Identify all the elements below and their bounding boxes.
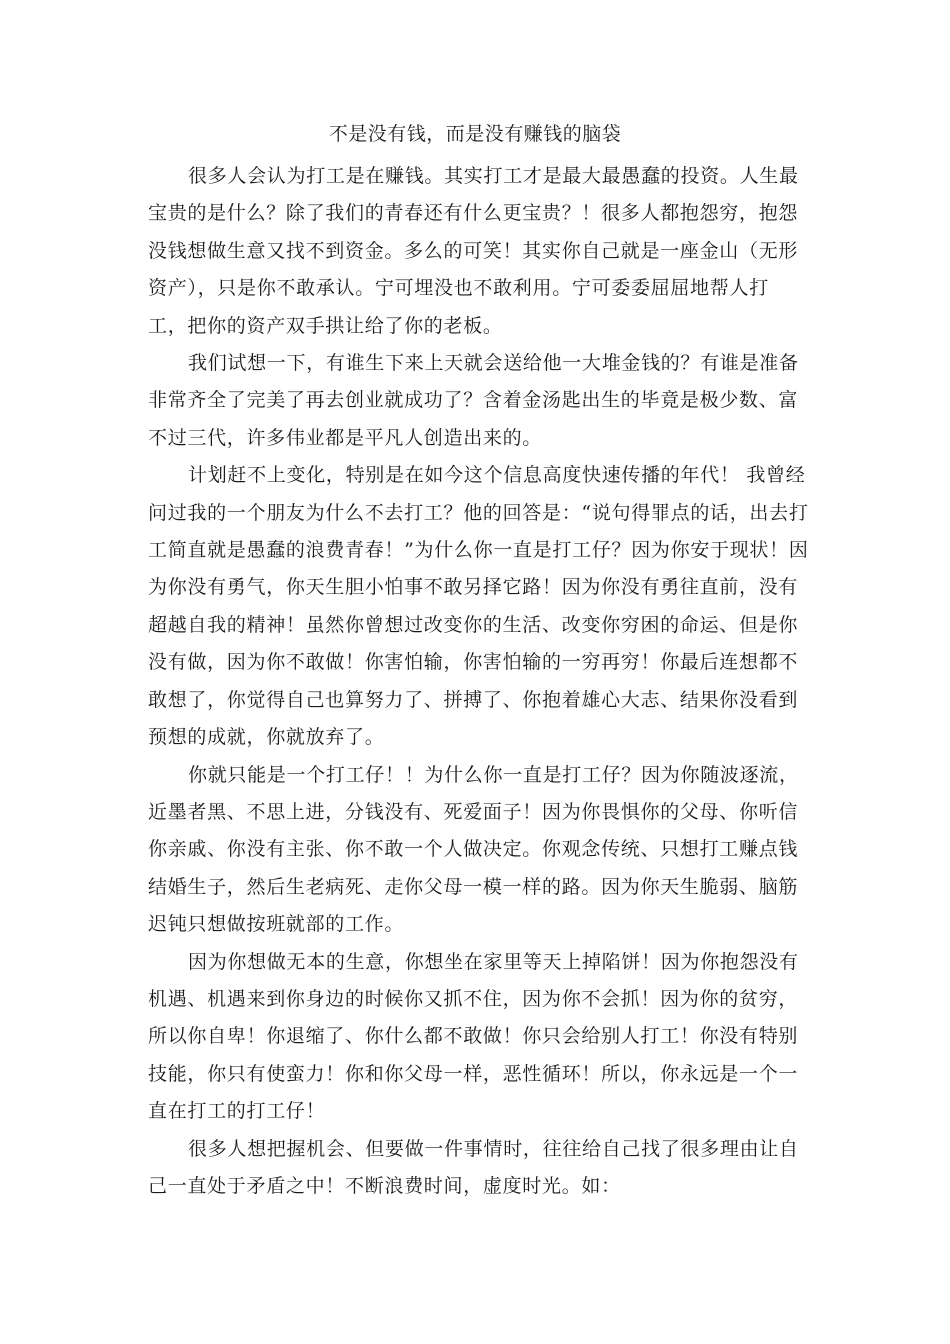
text-line: 直在打工的打工仔！ [148, 1100, 326, 1123]
text-line: 结婚生子，然后生老病死、走你父母一模一样的路。因为你天生脆弱、脑筋 [148, 875, 799, 898]
text-line: 问过我的一个朋友为什么不去打工？他的回答是：“说句得罪点的话，出去打 [148, 501, 809, 524]
text-line: 没钱想做生意又找不到资金。多么的可笑！其实你自己就是一座金山（无形 [148, 239, 799, 262]
text-line: 很多人会认为打工是在赚钱。其实打工才是最大最愚蠢的投资。人生最 [188, 165, 799, 187]
paragraph [148, 457, 809, 756]
paragraph [148, 944, 799, 1131]
paragraph [148, 1131, 799, 1206]
text-line: 因为你想做无本的生意，你想坐在家里等天上掉陷饼！因为你抱怨没有 [188, 950, 799, 973]
text-line: 机遇、机遇来到你身边的时候你又抓不住，因为你不会抓！因为你的贫穷， [148, 987, 799, 1010]
paragraph [148, 158, 799, 345]
document-title: 不是没有钱，而是没有赚钱的脑袋 [328, 123, 622, 145]
text-line: 预想的成就，你就放弃了。 [148, 726, 385, 749]
text-line: 很多人想把握机会、但要做一件事情时，往往给自己找了很多理由让自 [188, 1137, 799, 1160]
text-line: 非常齐全了完美了再去创业就成功了？含着金汤匙出生的毕竟是极少数、富 [148, 389, 799, 412]
text-line: 我们试想一下，有谁生下来上天就会送给他一大堆金钱的？有谁是准备 [188, 352, 799, 375]
text-line: 所以你自卑！你退缩了、你什么都不敢做！你只会给别人打工！你没有特别 [148, 1025, 799, 1048]
text-line: 迟钝只想做按班就部的工作。 [148, 913, 405, 936]
text-line: 你亲戚、你没有主张、你不敢一个人做决定。你观念传统、只想打工赚点钱 [148, 838, 799, 861]
text-line: 你就只能是一个打工仔！！为什么你一直是打工仔？因为你随波逐流， [188, 763, 799, 786]
text-line: 超越自我的精神！虽然你曾想过改变你的生活、改变你穷困的命运、但是你 [148, 613, 799, 636]
paragraph [148, 345, 799, 457]
text-line: 近墨者黑、不思上进，分钱没有、死爱面子！因为你畏惧你的父母、你听信 [148, 800, 799, 823]
text-line: 计划赶不上变化，特别是在如今这个信息高度快速传播的年代！ 我曾经 [188, 464, 806, 487]
text-line: 宝贵的是什么？除了我们的青春还有什么更宝贵？！很多人都抱怨穷，抱怨 [148, 202, 799, 225]
text-line: 不过三代，许多伟业都是平凡人创造出来的。 [148, 426, 543, 449]
text-line: 没有做，因为你不敢做！你害怕输，你害怕输的一穷再穷！你最后连想都不 [148, 651, 799, 674]
text-line: 为你没有勇气，你天生胆小怕事不敢另择它路！因为你没有勇往直前，没有 [148, 576, 799, 599]
text-line: 敢想了，你觉得自己也算努力了、拼搏了、你抱着雄心大志、结果你没看到 [148, 688, 799, 711]
text-line: 资产），只是你不敢承认。宁可埋没也不敢利用。宁可委委屈屈地帮人打 [148, 277, 769, 300]
text-line: 工，把你的资产双手拱让给了你的老板。 [148, 314, 503, 337]
document-body [148, 158, 809, 1205]
text-line: 己一直处于矛盾之中！不断浪费时间，虚度时光。如： [148, 1174, 621, 1197]
text-line: 技能，你只有使蛮力！你和你父母一样，恶性循环！所以，你永远是一个一 [148, 1062, 799, 1085]
text-line: 工简直就是愚蠢的浪费青春！”为什么你一直是打工仔？因为你安于现状！因 [148, 539, 809, 562]
paragraph [148, 757, 799, 944]
